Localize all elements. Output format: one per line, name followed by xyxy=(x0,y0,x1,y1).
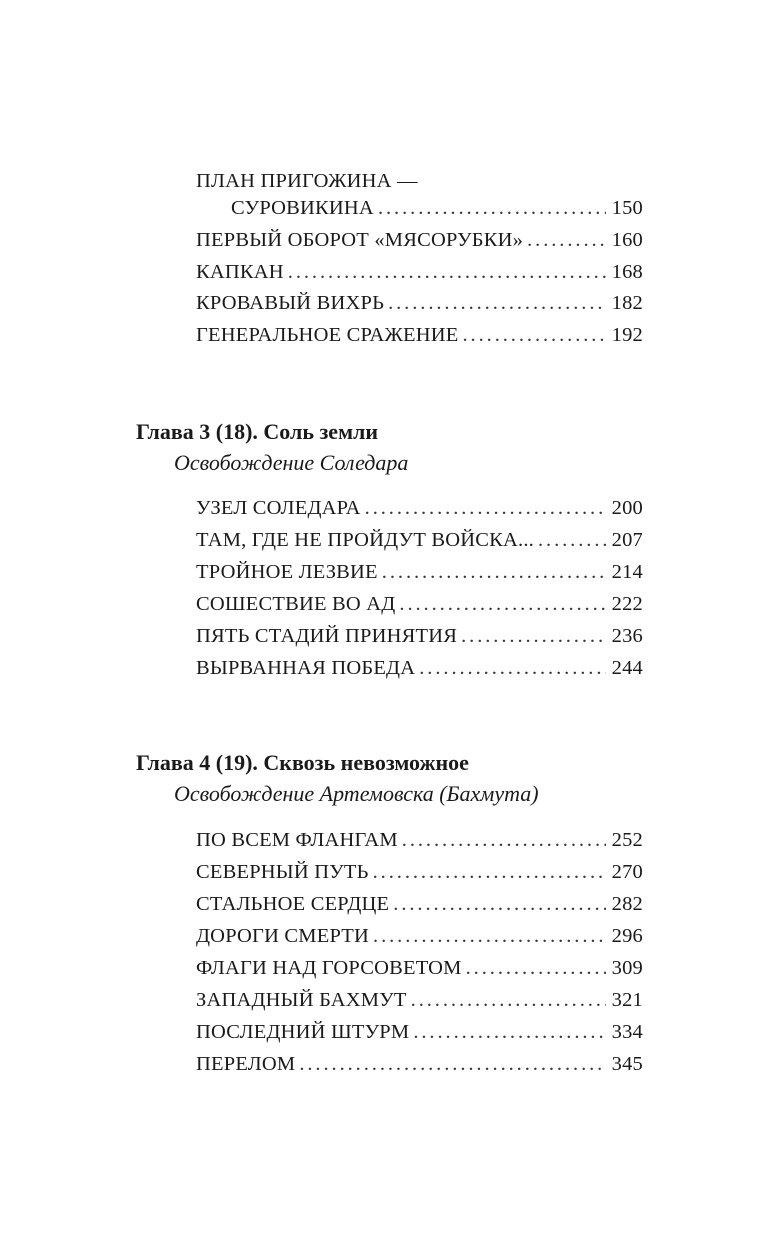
toc-entry-title: ПОСЛЕДНИЙ ШТУРМ xyxy=(196,1021,410,1043)
toc-entry-title: СЕВЕРНЫЙ ПУТЬ xyxy=(196,861,369,883)
toc-entry-page: 192 xyxy=(611,324,643,346)
toc-entry-page: 150 xyxy=(611,197,643,219)
toc-entry-title: КАПКАН xyxy=(196,261,284,283)
toc-entry-title: ТРОЙНОЕ ЛЕЗВИЕ xyxy=(196,561,378,583)
toc-entry[interactable] xyxy=(196,654,643,682)
dot-leader xyxy=(365,494,606,522)
chapter-subtitle: Освобождение Артемовска (Бахмута) xyxy=(174,781,539,806)
dot-leader xyxy=(393,890,605,918)
dot-leader xyxy=(466,954,606,982)
dot-leader xyxy=(411,986,606,1014)
toc-entry-title: ДОРОГИ СМЕРТИ xyxy=(196,925,370,947)
dot-leader xyxy=(399,590,605,618)
toc-entry[interactable] xyxy=(196,1018,643,1046)
toc-entry-page: 207 xyxy=(611,529,643,551)
dot-leader xyxy=(461,622,606,650)
toc-entry-page: 244 xyxy=(611,657,643,679)
toc-entry-title-line1: ПЛАН ПРИГОЖИНА — xyxy=(196,170,418,192)
toc-entry-page: 309 xyxy=(611,957,643,979)
toc-entry[interactable] xyxy=(196,558,643,586)
toc-entry-title: СУРОВИКИНА xyxy=(231,197,374,219)
dot-leader xyxy=(373,858,606,886)
toc-entry-page: 214 xyxy=(611,561,643,583)
toc-entry-page: 168 xyxy=(611,261,643,283)
dot-leader xyxy=(413,1018,605,1046)
toc-entry-page: 334 xyxy=(611,1021,643,1043)
dot-leader xyxy=(527,226,606,254)
chapter-heading[interactable]: Глава 4 (19). Сквозь невозможное xyxy=(136,750,469,775)
toc-entry[interactable] xyxy=(196,494,643,522)
toc-entry-title: ПО ВСЕМ ФЛАНГАМ xyxy=(196,829,398,851)
toc-entry-title: СТАЛЬНОЕ СЕРДЦЕ xyxy=(196,893,390,915)
toc-entry-page: 182 xyxy=(611,292,643,314)
toc-entry[interactable] xyxy=(231,194,643,222)
chapter-subtitle: Освобождение Соледара xyxy=(174,450,409,475)
toc-entry-title: ПЕРЕЛОМ xyxy=(196,1053,296,1075)
toc-entry-page: 222 xyxy=(611,593,643,615)
toc-entry-page: 236 xyxy=(611,625,643,647)
toc-entry-title: ЗАПАДНЫЙ БАХМУТ xyxy=(196,989,407,1011)
toc-entry-page: 345 xyxy=(611,1053,643,1075)
toc-entry-page: 296 xyxy=(611,925,643,947)
toc-entry[interactable] xyxy=(196,289,643,317)
dot-leader xyxy=(373,922,606,950)
toc-entry-title: ПЯТЬ СТАДИЙ ПРИНЯТИЯ xyxy=(196,625,458,647)
dot-leader xyxy=(388,289,606,317)
toc-entry[interactable] xyxy=(196,622,643,650)
toc-entry-title: ВЫРВАННАЯ ПОБЕДА xyxy=(196,657,416,679)
dot-leader xyxy=(419,654,605,682)
dot-leader xyxy=(288,258,606,286)
toc-entry-page: 252 xyxy=(611,829,643,851)
toc-entry-page: 282 xyxy=(611,893,643,915)
toc-entry-page: 160 xyxy=(611,229,643,251)
toc-entry[interactable] xyxy=(196,890,643,918)
dot-leader xyxy=(299,1050,605,1078)
dot-leader xyxy=(538,526,606,554)
toc-entry-title: ПЕРВЫЙ ОБОРОТ «МЯСОРУБКИ» xyxy=(196,229,524,251)
toc-entry[interactable] xyxy=(196,321,643,349)
dot-leader xyxy=(378,194,606,222)
toc-entry-page: 270 xyxy=(611,861,643,883)
toc-entry[interactable] xyxy=(196,1050,643,1078)
toc-entry[interactable] xyxy=(196,826,643,854)
toc-entry[interactable] xyxy=(196,590,643,618)
chapter-heading[interactable]: Глава 3 (18). Соль земли xyxy=(136,419,379,444)
toc-entry-title: ФЛАГИ НАД ГОРСОВЕТОМ xyxy=(196,957,462,979)
toc-entry[interactable] xyxy=(196,922,643,950)
toc-entry[interactable] xyxy=(196,858,643,886)
toc-entry[interactable] xyxy=(196,258,643,286)
toc-entry-title: ТАМ, ГДЕ НЕ ПРОЙДУТ ВОЙСКА... xyxy=(196,529,534,551)
dot-leader xyxy=(402,826,606,854)
toc-entry[interactable] xyxy=(196,526,643,554)
toc-entry-title: КРОВАВЫЙ ВИХРЬ xyxy=(196,292,385,314)
toc-entry-page: 321 xyxy=(611,989,643,1011)
toc-entry-title: СОШЕСТВИЕ ВО АД xyxy=(196,593,396,615)
dot-leader xyxy=(382,558,606,586)
toc-entry-title: ГЕНЕРАЛЬНОЕ СРАЖЕНИЕ xyxy=(196,324,459,346)
toc-entry[interactable] xyxy=(196,226,643,254)
toc-entry-title: УЗЕЛ СОЛЕДАРА xyxy=(196,497,361,519)
dot-leader xyxy=(463,321,606,349)
toc-entry[interactable] xyxy=(196,986,643,1014)
toc-entry[interactable] xyxy=(196,954,643,982)
toc-entry-page: 200 xyxy=(611,497,643,519)
